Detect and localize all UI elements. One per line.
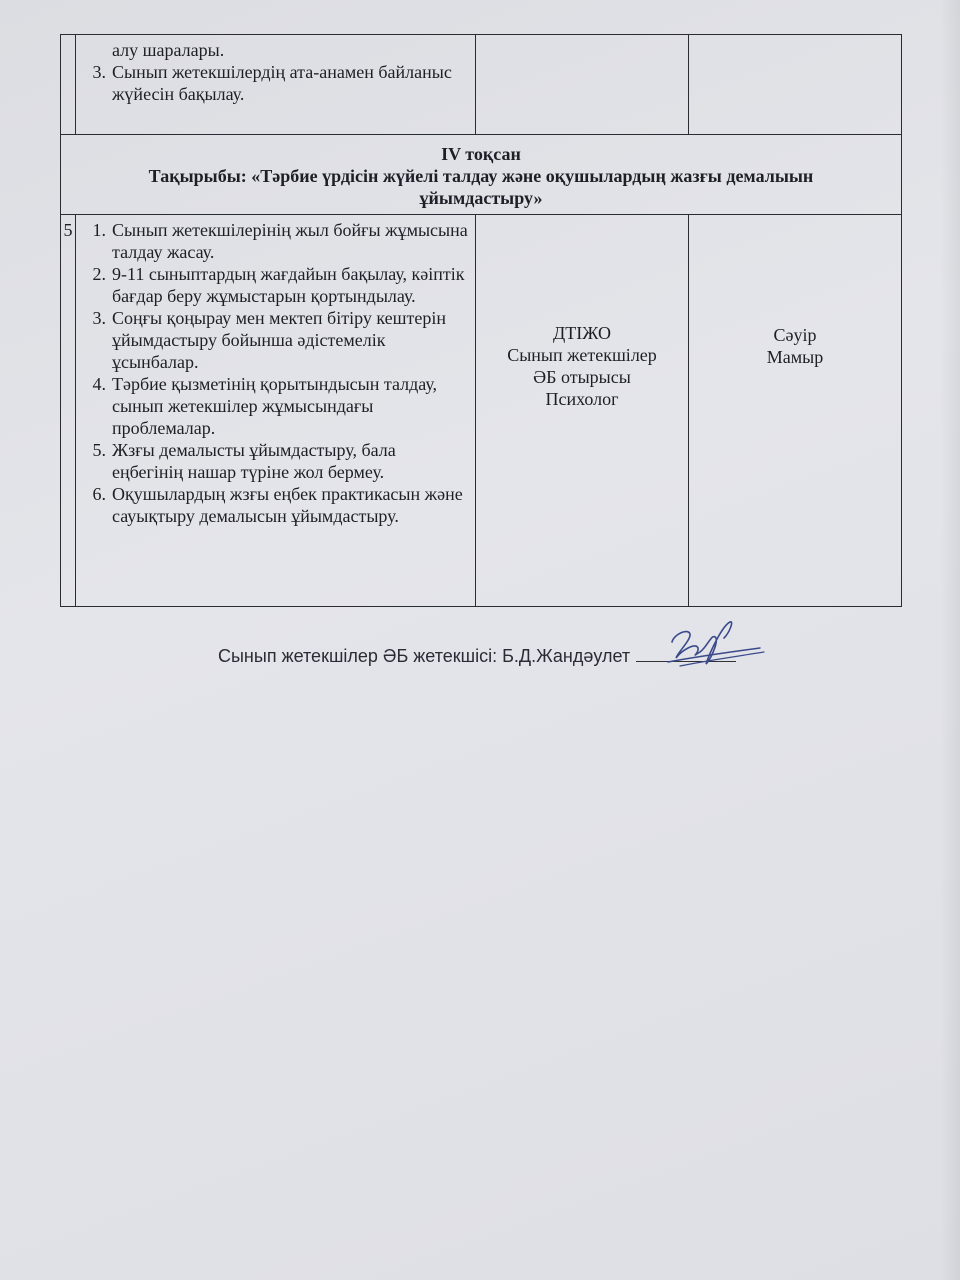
row-number: 5 bbox=[63, 220, 73, 240]
timing-cell bbox=[689, 215, 902, 607]
list-item-text: Жзғы демалысты ұйымдастыру, бала еңбегінің нашар түріне жол бермеу. bbox=[112, 440, 396, 482]
timing-line: Сәуір bbox=[773, 324, 817, 345]
list-item-text: 9-11 сыныптардың жағдайын бақылау, кәіптік бағдар беру жұмыстарын қортындылау. bbox=[112, 264, 465, 306]
content-cell bbox=[76, 215, 476, 607]
list-item bbox=[76, 61, 469, 105]
plan-table bbox=[60, 34, 902, 607]
item-list bbox=[76, 39, 469, 105]
list-item-text: Тәрбие қызметінің қорытындысын талдау, сынып жетекшілер жұмысындағы проблемалар. bbox=[112, 374, 438, 438]
handwritten-signature-icon bbox=[660, 612, 770, 672]
table-row bbox=[61, 35, 902, 135]
list-item-text: Оқушылардың жзғы еңбек практикасын және сауықтыру демалысын ұйымдастыру. bbox=[112, 484, 463, 526]
list-item-number: 6. bbox=[92, 484, 106, 504]
list-item-number: 1. bbox=[92, 220, 106, 240]
timing-cell bbox=[689, 35, 902, 135]
timing-line: Мамыр bbox=[766, 346, 824, 367]
list-item-text: Соңғы қоңырау мен мектеп бітіру кештерін ұйымдастыру бойынша әдістемелік ұсынбалар. bbox=[112, 308, 446, 372]
list-item-text: Сынып жетекшілерінің жыл бойғы жұмысына талдау жасау. bbox=[112, 220, 468, 262]
responsible-cell bbox=[476, 35, 689, 135]
quarter-header-row bbox=[61, 135, 902, 215]
list-item-number: 5. bbox=[92, 440, 106, 460]
row-number-cell bbox=[61, 35, 76, 135]
list-item bbox=[76, 263, 469, 307]
list-item-text: Сынып жетекшілердің ата-анамен байланыс жүйесін бақылау. bbox=[112, 62, 452, 104]
responsible-line: Психолог bbox=[545, 388, 619, 409]
signature-line bbox=[218, 646, 736, 667]
responsible-line: ӘБ отырысы bbox=[533, 366, 631, 387]
responsible-cell bbox=[476, 215, 689, 607]
quarter-header-cell bbox=[61, 135, 902, 215]
list-item bbox=[76, 307, 469, 373]
row-number-cell bbox=[61, 215, 76, 607]
list-item bbox=[76, 219, 469, 263]
quarter-topic: Тақырыбы: «Тәрбие үрдісін жүйелі талдау және оқушылардың жазғы демалыын ұйымдастыру» bbox=[148, 166, 814, 208]
list-item-number: 3. bbox=[92, 308, 106, 328]
page-edge-shadow bbox=[940, 0, 960, 1280]
responsible-line: ДТІЖО bbox=[553, 322, 611, 343]
list-item-number: 3. bbox=[92, 62, 106, 82]
quarter-title: IV тоқсан bbox=[441, 144, 521, 164]
list-item bbox=[76, 39, 469, 61]
item-list bbox=[76, 219, 469, 527]
list-item-number: 4. bbox=[92, 374, 106, 394]
list-item-number: 2. bbox=[92, 264, 106, 284]
list-item bbox=[76, 439, 469, 483]
signature-text: Сынып жетекшілер ӘБ жетекшісі: Б.Д.Жандәулет bbox=[218, 646, 631, 666]
list-item-number bbox=[76, 39, 112, 61]
list-item bbox=[76, 483, 469, 527]
table-row bbox=[61, 215, 902, 607]
content-cell bbox=[76, 35, 476, 135]
responsible-line: Сынып жетекшілер bbox=[507, 344, 657, 365]
list-item bbox=[76, 373, 469, 439]
list-item-text: алу шаралары. bbox=[112, 40, 225, 60]
